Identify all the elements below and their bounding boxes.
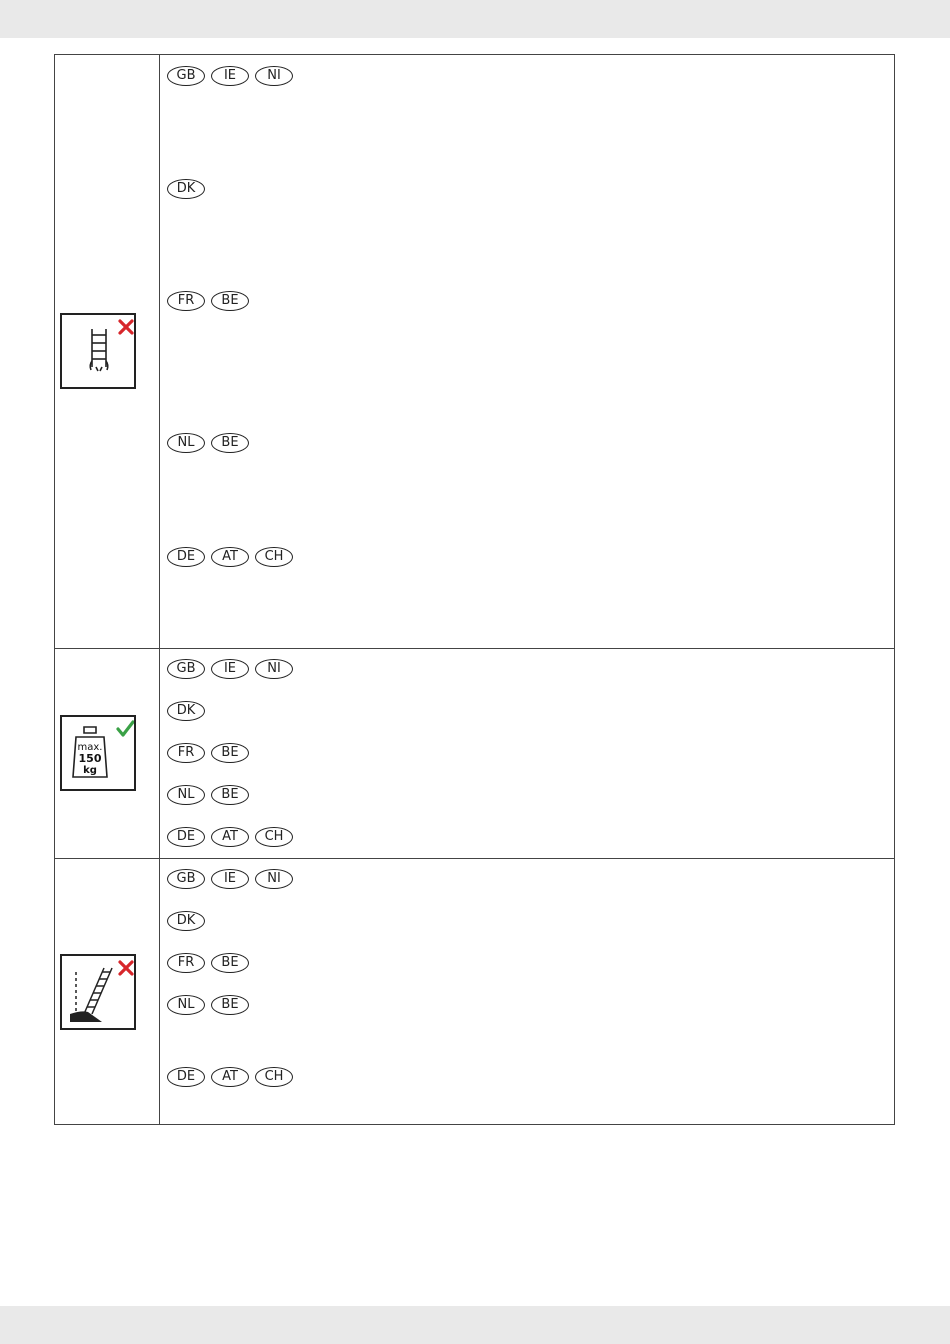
- language-badge-group: [167, 179, 205, 201]
- country-code-badge: BE: [211, 433, 249, 453]
- country-code-badge: CH: [255, 827, 293, 847]
- country-code-badge: GB: [167, 869, 205, 889]
- language-badge-group: [167, 66, 293, 88]
- country-code-badge: GB: [167, 659, 205, 679]
- language-badge-group: [167, 433, 249, 455]
- warning-table: [54, 54, 895, 1125]
- country-code-badge: IE: [211, 659, 249, 679]
- country-code-badge: CH: [255, 1067, 293, 1087]
- ladder-no-tools-icon: [60, 313, 136, 389]
- country-code-badge: NL: [167, 995, 205, 1015]
- country-code-badge: FR: [167, 743, 205, 763]
- language-badge-group: [167, 953, 249, 975]
- max-load-weight-icon: [60, 715, 136, 791]
- country-code-badge: AT: [211, 547, 249, 567]
- country-code-badge: DE: [167, 827, 205, 847]
- column-divider: [159, 55, 160, 1124]
- country-code-badge: NI: [255, 869, 293, 889]
- country-code-badge: NL: [167, 785, 205, 805]
- ladder-uneven-ground-icon: [60, 954, 136, 1030]
- page-bottom-bar: [0, 1306, 950, 1344]
- weight-label-max: max.: [77, 742, 103, 753]
- language-badge-group: [167, 869, 293, 891]
- language-badge-group: [167, 827, 293, 849]
- country-code-badge: DK: [167, 179, 205, 199]
- country-code-badge: DE: [167, 547, 205, 567]
- language-badge-group: [167, 701, 205, 723]
- country-code-badge: BE: [211, 785, 249, 805]
- language-badge-group: [167, 659, 293, 681]
- country-code-badge: NI: [255, 659, 293, 679]
- row-divider: [55, 858, 894, 859]
- country-code-badge: AT: [211, 1067, 249, 1087]
- row-divider: [55, 648, 894, 649]
- page-top-bar: [0, 0, 950, 38]
- country-code-badge: BE: [211, 291, 249, 311]
- language-badge-group: [167, 911, 205, 933]
- country-code-badge: BE: [211, 995, 249, 1015]
- country-code-badge: DK: [167, 701, 205, 721]
- weight-label-value: 150: [78, 752, 102, 765]
- language-badge-group: [167, 291, 249, 313]
- country-code-badge: BE: [211, 953, 249, 973]
- country-code-badge: AT: [211, 827, 249, 847]
- country-code-badge: FR: [167, 291, 205, 311]
- country-code-badge: IE: [211, 66, 249, 86]
- language-badge-group: [167, 995, 249, 1017]
- language-badge-group: [167, 547, 293, 569]
- country-code-badge: IE: [211, 869, 249, 889]
- language-badge-group: [167, 1067, 293, 1089]
- country-code-badge: NL: [167, 433, 205, 453]
- country-code-badge: BE: [211, 743, 249, 763]
- country-code-badge: NI: [255, 66, 293, 86]
- country-code-badge: FR: [167, 953, 205, 973]
- country-code-badge: CH: [255, 547, 293, 567]
- country-code-badge: GB: [167, 66, 205, 86]
- language-badge-group: [167, 743, 249, 765]
- language-badge-group: [167, 785, 249, 807]
- weight-label-unit: kg: [83, 765, 97, 776]
- country-code-badge: DE: [167, 1067, 205, 1087]
- country-code-badge: DK: [167, 911, 205, 931]
